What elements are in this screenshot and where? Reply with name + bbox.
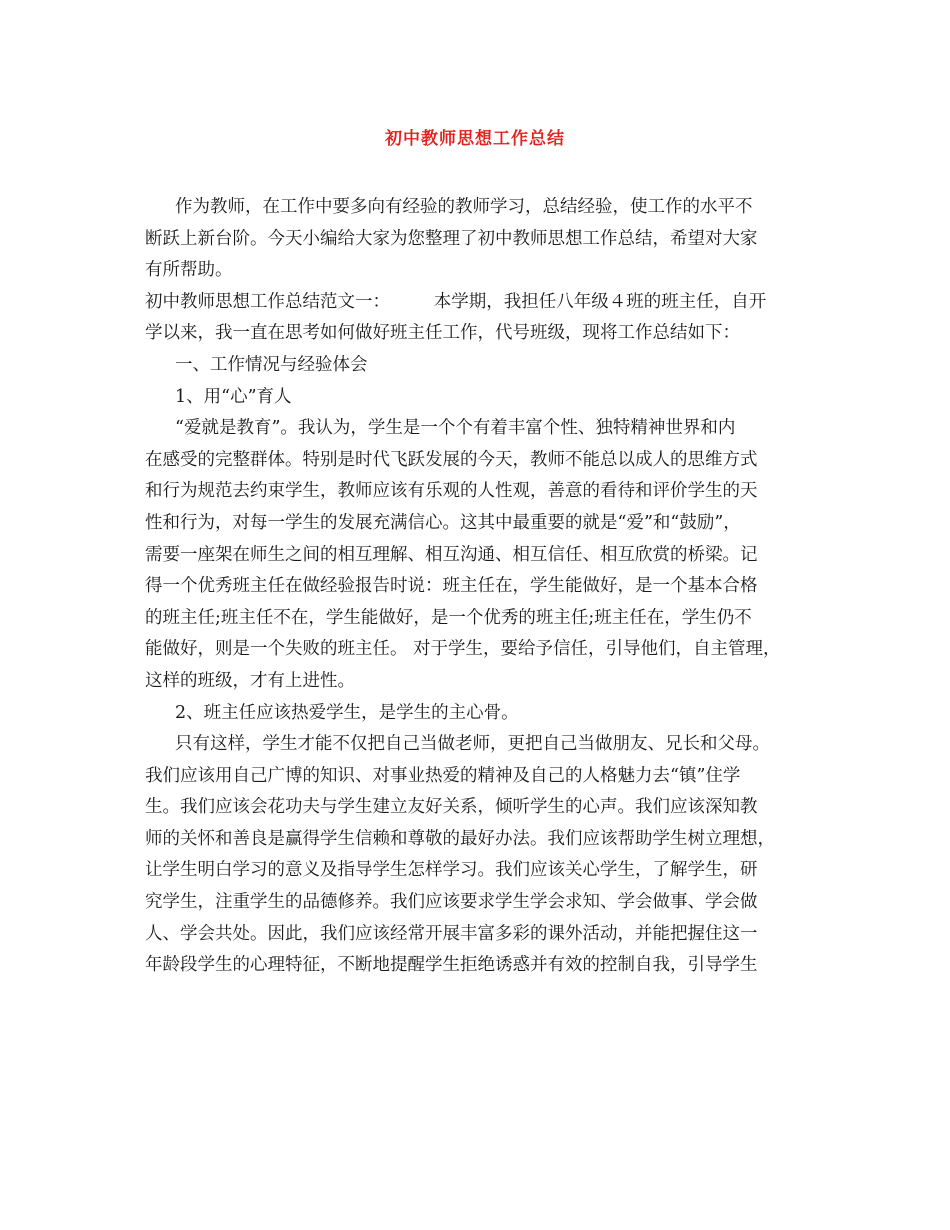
- text-line: 生。我们应该会花功夫与学生建立友好关系，倾听学生的心声。我们应该深知教: [145, 797, 758, 818]
- text-line: 性和行为，对每一学生的发展充满信心。这其中最重要的就是“爱”和“鼓励”，: [145, 512, 741, 533]
- text-line: 学以来，我一直在思考如何做好班主任工作，代号班级，现将工作总结如下：: [145, 323, 740, 344]
- text-line: 人、学会共处。因此，我们应该经常开展丰富多彩的课外活动，并能把握住这一: [145, 923, 758, 944]
- text-line: 初中教师思想工作总结范文一： 本学期，我担任八年级４班的班主任，自开: [145, 291, 767, 312]
- text-line: 能做好，则是一个失败的班主任。 对于学生，要给予信任，引导他们，自主管理，: [145, 639, 781, 660]
- text-line: 得一个优秀班主任在做经验报告时说：班主任在，学生能做好，是一个基本合格: [145, 576, 758, 597]
- text-line: 作为教师，在工作中要多向有经验的教师学习，总结经验，使工作的水平不: [175, 197, 753, 217]
- text-line: 师的关怀和善良是赢得学生信赖和尊敬的最好办法。我们应该帮助学生树立理想，: [145, 828, 775, 849]
- document-body: [145, 192, 810, 982]
- text-line: 这样的班级，才有上进性。: [145, 670, 355, 691]
- text-line: 我们应该用自己广博的知识、对事业热爱的精神及自己的人格魅力去“镇”住学: [145, 765, 741, 786]
- text-line: 断跃上新台阶。今天小编给大家为您整理了初中教师思想工作总结，希望对大家: [145, 228, 758, 249]
- text-line: 1、用“心”育人: [175, 386, 292, 407]
- text-line: 在感受的完整群体。特别是时代飞跃发展的今天，教师不能总以成人的思维方式: [145, 449, 758, 470]
- text-line: 的班主任;班主任不在，学生能做好，是一个优秀的班主任;班主任在，学生仍不: [145, 607, 752, 628]
- text-line: 有所帮助。: [145, 260, 233, 281]
- text-line: 2、班主任应该热爱学生，是学生的主心骨。: [175, 702, 519, 723]
- text-line: 让学生明白学习的意义及指导学生怎样学习。我们应该关心学生，了解学生，研: [145, 860, 758, 881]
- text-line: 和行为规范去约束学生，教师应该有乐观的人性观，善意的看待和评价学生的天: [145, 481, 758, 502]
- text-line: 一、工作情况与经验体会: [175, 354, 368, 375]
- text-line: 需要一座架在师生之间的相互理解、相互沟通、相互信任、相互欣赏的桥梁。记: [145, 544, 758, 565]
- document-title: 初中教师思想工作总结: [385, 129, 565, 149]
- text-line: 只有这样，学生才能不仅把自己当做老师，更把自己当做朋友、兄长和父母。: [175, 734, 770, 755]
- text-line: 究学生，注重学生的品德修养。我们应该要求学生学会求知、学会做事、学会做: [145, 892, 758, 913]
- text-line: 年龄段学生的心理特征，不断地提醒学生拒绝诱惑并有效的控制自我，引导学生: [145, 955, 758, 976]
- text-line: “爱就是教育”。我认为，学生是一个个有着丰富个性、独特精神世界和内: [175, 418, 736, 439]
